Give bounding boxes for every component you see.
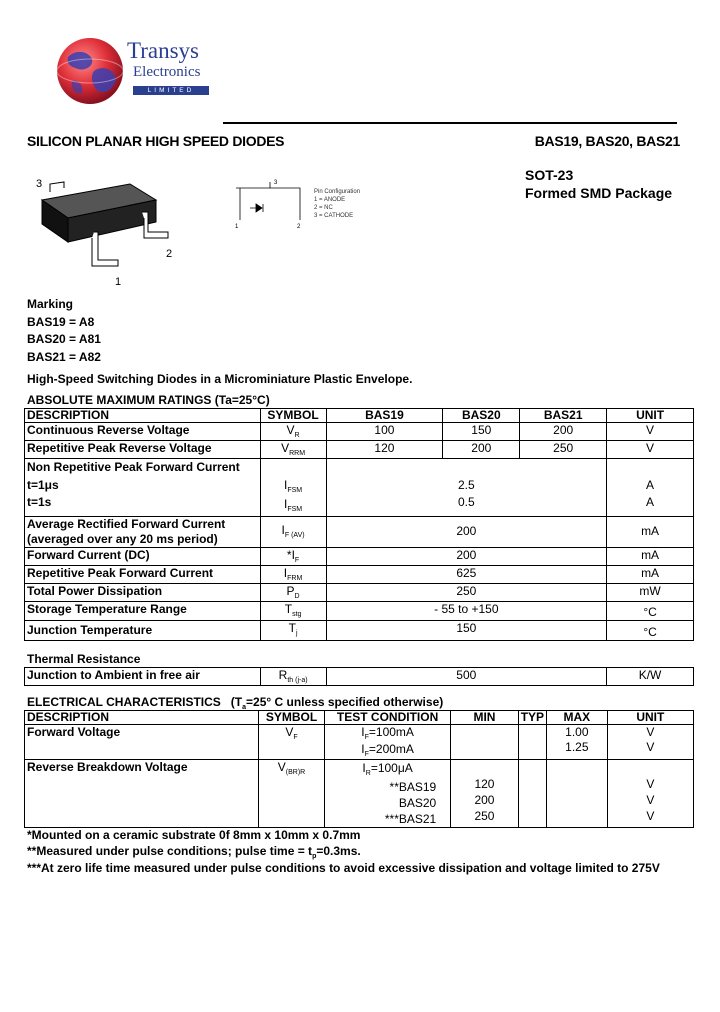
package-description: Formed SMD Package: [525, 185, 673, 201]
symbol-cell: $I_{FRM}$: [260, 565, 326, 583]
footnotes: [27, 828, 660, 877]
table-row: [25, 423, 694, 441]
table-row: [25, 547, 694, 565]
pin-config-title: Pin Configuration: [314, 189, 361, 195]
typ-cell: [518, 760, 546, 828]
intro-text: High-Speed Switching Diodes in a Microminiature Plastic Envelope.: [27, 372, 413, 386]
desc-cell: Forward Voltage: [25, 725, 259, 760]
marking-item: BAS19 = A8: [27, 314, 95, 329]
value-cell: 200: [520, 423, 607, 441]
desc-cell: Repetitive Peak Reverse Voltage: [25, 441, 261, 459]
part-numbers: BAS19, BAS20, BAS21: [534, 133, 680, 149]
header-cell: TYP: [518, 711, 546, 725]
value-cell: 250: [326, 583, 607, 601]
table-row: [25, 725, 694, 760]
thermal-table: [24, 667, 694, 686]
schematic-pin-2: 2: [297, 224, 301, 230]
globe-logo-icon: [54, 35, 126, 107]
header-cell: BAS21: [520, 409, 607, 423]
table-row: [25, 760, 694, 828]
schematic-pin-1: 1: [235, 224, 239, 230]
desc-cell: Repetitive Peak Forward Current: [25, 565, 261, 583]
value-cell: 250: [520, 441, 607, 459]
thermal-title: Thermal Resistance: [27, 652, 141, 666]
table-row: [25, 516, 694, 547]
unit-cell: A A: [607, 459, 694, 517]
symbol-cell: $T_{stg}$: [260, 601, 326, 620]
symbol-cell: $V_F$: [259, 725, 325, 760]
footnote-2: **Measured under pulse conditions; pulse time = $t_p=0.3ms$.: [27, 843, 361, 860]
header-cell: MAX: [547, 711, 608, 725]
typ-cell: [518, 725, 546, 760]
marking-item: BAS20 = A81: [27, 332, 101, 346]
value-cell: 200: [326, 516, 607, 547]
logo-brand-name: Transys: [127, 38, 200, 63]
header-cell: DESCRIPTION: [25, 711, 259, 725]
symbol-cell: $I_{FSM}$ $I_{FSM}$: [260, 459, 326, 517]
table-row: [25, 601, 694, 620]
symbol-cell: $R_{th (j-a)}$: [260, 668, 326, 686]
footnote-1: *Mounted on a ceramic substrate 0f 8mm x 10mm x 0.7mm: [27, 828, 361, 842]
min-cell: [451, 725, 518, 760]
unit-cell: V V V: [607, 760, 693, 828]
symbol-cell: $V_{RRM}$: [260, 441, 326, 459]
header-cell: BAS20: [443, 409, 520, 423]
header-cell: TEST CONDITION: [324, 711, 450, 725]
elec-table: [24, 710, 694, 828]
symbol-cell: $I_{F (AV)}$: [260, 516, 326, 547]
unit-cell: mW: [607, 583, 694, 601]
desc-cell: Junction Temperature: [25, 620, 261, 640]
table-row: [25, 441, 694, 459]
pin-config-1: 1 = ANODE: [314, 197, 346, 203]
value-cell: 200: [326, 547, 607, 565]
unit-cell: V: [607, 441, 694, 459]
symbol-cell: $*I_F$: [260, 547, 326, 565]
table-row: [25, 583, 694, 601]
header-cell: SYMBOL: [260, 409, 326, 423]
symbol-cell: $T_j$: [260, 620, 326, 640]
table-row: [25, 668, 694, 686]
marking-title: Marking: [27, 297, 74, 311]
symbol-cell: $P_D$: [260, 583, 326, 601]
logo-limited-bar: LIMITED: [133, 86, 209, 95]
desc-cell: Reverse Breakdown Voltage: [25, 760, 259, 828]
desc-cell: Total Power Dissipation: [25, 583, 261, 601]
table-row: [25, 565, 694, 583]
header-cell: BAS19: [326, 409, 443, 423]
value-cell: 625: [326, 565, 607, 583]
elec-title: ELECTRICAL CHARACTERISTICS ($T_a=25^\circ$ C unless specified otherwise): [27, 695, 444, 711]
unit-cell: mA: [607, 547, 694, 565]
pin-configuration: [314, 188, 360, 220]
condition-cell: $I_F=100mA$ $I_F=200mA$: [324, 725, 450, 760]
header-cell: UNIT: [607, 409, 694, 423]
marking-item: BAS21 = A82: [27, 349, 101, 364]
value-cell: 2.5 0.5: [326, 459, 607, 517]
symbol-cell: $V_R$: [260, 423, 326, 441]
table-header-row: [25, 409, 694, 423]
table-header-row: [25, 711, 694, 725]
abs-max-table: [24, 408, 694, 641]
header-cell: MIN: [451, 711, 518, 725]
unit-cell: mA: [607, 516, 694, 547]
desc-cell: Non Repetitive Peak Forward Current t=1μs t=1s: [25, 459, 261, 517]
desc-cell: Storage Temperature Range: [25, 601, 261, 620]
value-cell: 150: [326, 620, 607, 640]
header-cell: UNIT: [607, 711, 693, 725]
value-cell: 120: [326, 441, 443, 459]
sot23-package-drawing: [30, 170, 190, 290]
value-cell: 200: [443, 441, 520, 459]
table-row: [25, 620, 694, 640]
value-cell: 500: [326, 668, 607, 686]
logo-brand-sub: Electronics: [133, 64, 201, 80]
unit-cell: °C: [607, 601, 694, 620]
desc-cell: Average Rectified Forward Current (averaged over any 20 ms period): [25, 516, 261, 547]
value-cell: 150: [443, 423, 520, 441]
marking-block: [27, 296, 101, 366]
min-cell: 120 200 250: [451, 760, 518, 828]
header-cell: SYMBOL: [259, 711, 325, 725]
value-cell: - 55 to +150: [326, 601, 607, 620]
pin-config-2: 2 = NC: [314, 205, 333, 211]
desc-cell: Continuous Reverse Voltage: [25, 423, 261, 441]
page-title: SILICON PLANAR HIGH SPEED DIODES: [27, 133, 285, 149]
desc-cell: Forward Current (DC): [25, 547, 261, 565]
footnote-3: ***At zero life time measured under pulse conditions to avoid excessive dissipation and voltage limited to 275V: [27, 861, 660, 875]
pin-1-label: 1: [115, 276, 122, 288]
unit-cell: V: [607, 423, 694, 441]
condition-cell: $I_R=100\mu A$ **BAS19 BAS20 ***BAS21: [324, 760, 450, 828]
package-type: SOT-23: [525, 167, 574, 183]
value-cell: 100: [326, 423, 443, 441]
unit-cell: °C: [607, 620, 694, 640]
header-cell: DESCRIPTION: [25, 409, 261, 423]
unit-cell: V V: [607, 725, 693, 760]
schematic-pin-3: 3: [274, 180, 278, 186]
symbol-cell: $V_{(BR)R}$: [259, 760, 325, 828]
header-rule: [223, 122, 677, 124]
pin-config-3: 3 = CATHODE: [314, 213, 354, 219]
unit-cell: K/W: [607, 668, 694, 686]
table-row: [25, 459, 694, 517]
max-cell: [547, 760, 608, 828]
pin-3-label: 3: [36, 178, 43, 190]
max-cell: 1.00 1.25: [547, 725, 608, 760]
unit-cell: mA: [607, 565, 694, 583]
abs-max-title: ABSOLUTE MAXIMUM RATINGS (Ta=25°C): [27, 393, 270, 407]
desc-cell: Junction to Ambient in free air: [25, 668, 261, 686]
pin-2-label: 2: [166, 248, 173, 260]
